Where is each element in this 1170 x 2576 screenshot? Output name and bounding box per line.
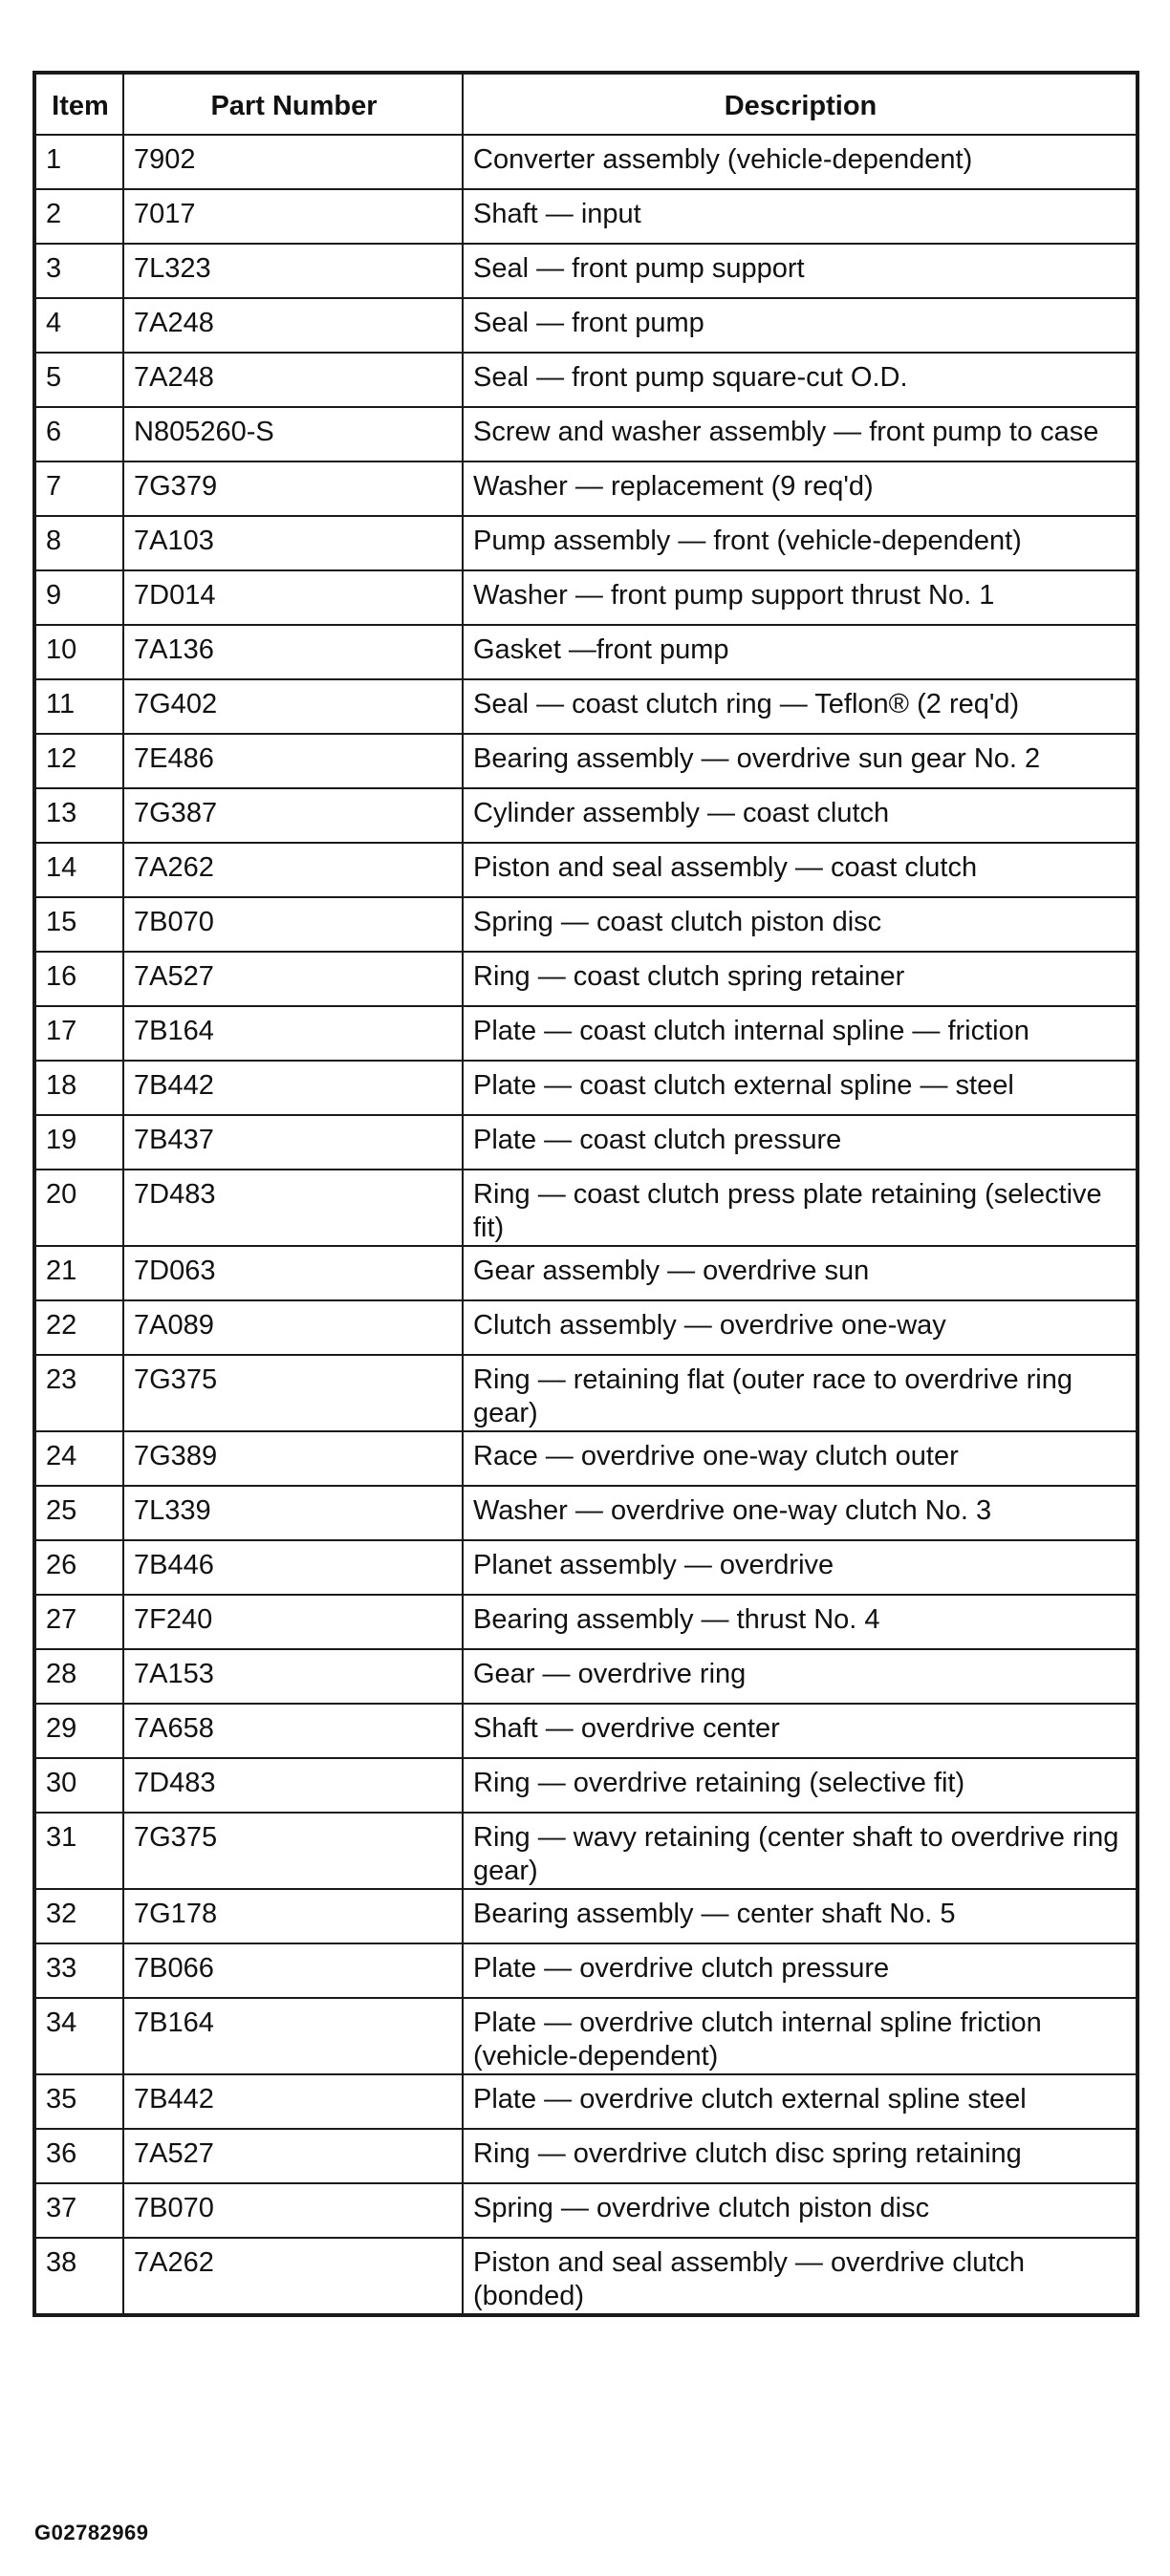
header-description: Description — [463, 73, 1138, 135]
table-row — [34, 1649, 1138, 1704]
table-row — [34, 1889, 1138, 1943]
table-row — [34, 734, 1138, 788]
part-number-cell: 7G402 — [123, 679, 463, 734]
table-row — [34, 788, 1138, 843]
part-number-cell: 7B164 — [123, 1006, 463, 1061]
description-cell: Ring — coast clutch press plate retaining (selective fit) — [463, 1170, 1138, 1246]
description-cell: Bearing assembly — overdrive sun gear No. 2 — [463, 734, 1138, 788]
description-cell: Pump assembly — front (vehicle-dependent) — [463, 516, 1138, 570]
item-cell: 31 — [34, 1813, 123, 1889]
part-number-cell: 7E486 — [123, 734, 463, 788]
header-item: Item — [34, 73, 123, 135]
table-row — [34, 1813, 1138, 1889]
part-number-cell: 7B066 — [123, 1943, 463, 1998]
description-cell: Gear — overdrive ring — [463, 1649, 1138, 1704]
part-number-cell: 7B442 — [123, 1061, 463, 1115]
table-row — [34, 1758, 1138, 1813]
table-header-row — [34, 73, 1138, 135]
item-cell: 19 — [34, 1115, 123, 1170]
item-cell: 9 — [34, 570, 123, 625]
part-number-cell: 7D483 — [123, 1758, 463, 1813]
table-body — [34, 135, 1138, 2315]
item-cell: 24 — [34, 1431, 123, 1486]
part-number-cell: 7B070 — [123, 2183, 463, 2238]
part-number-cell: 7B442 — [123, 2074, 463, 2129]
table-row — [34, 2183, 1138, 2238]
item-cell: 7 — [34, 462, 123, 516]
description-cell: Ring — wavy retaining (center shaft to overdrive ring gear) — [463, 1813, 1138, 1889]
part-number-cell: 7A153 — [123, 1649, 463, 1704]
item-cell: 28 — [34, 1649, 123, 1704]
table-row — [34, 570, 1138, 625]
part-number-cell: 7A248 — [123, 298, 463, 353]
table-row — [34, 407, 1138, 462]
table-row — [34, 1300, 1138, 1355]
description-cell: Screw and washer assembly — front pump to case — [463, 407, 1138, 462]
item-cell: 35 — [34, 2074, 123, 2129]
item-cell: 38 — [34, 2238, 123, 2315]
item-cell: 36 — [34, 2129, 123, 2183]
figure-code: G02782969 — [34, 2521, 149, 2544]
part-number-cell: 7A527 — [123, 2129, 463, 2183]
description-cell: Seal — front pump — [463, 298, 1138, 353]
item-cell: 11 — [34, 679, 123, 734]
part-number-cell: 7G375 — [123, 1813, 463, 1889]
item-cell: 29 — [34, 1704, 123, 1758]
description-cell: Ring — overdrive retaining (selective fit) — [463, 1758, 1138, 1813]
table-row — [34, 1061, 1138, 1115]
description-cell: Washer — overdrive one-way clutch No. 3 — [463, 1486, 1138, 1540]
item-cell: 10 — [34, 625, 123, 679]
description-cell: Spring — overdrive clutch piston disc — [463, 2183, 1138, 2238]
item-cell: 14 — [34, 843, 123, 897]
parts-table — [32, 71, 1139, 2317]
item-cell: 4 — [34, 298, 123, 353]
table-row — [34, 1486, 1138, 1540]
description-cell: Shaft — overdrive center — [463, 1704, 1138, 1758]
description-cell: Seal — coast clutch ring — Teflon® (2 req'd) — [463, 679, 1138, 734]
description-cell: Shaft — input — [463, 189, 1138, 244]
table-row — [34, 1704, 1138, 1758]
table-row — [34, 1540, 1138, 1595]
description-cell: Ring — overdrive clutch disc spring retaining — [463, 2129, 1138, 2183]
part-number-cell: 7F240 — [123, 1595, 463, 1649]
part-number-cell: 7B164 — [123, 1998, 463, 2074]
description-cell: Gear assembly — overdrive sun — [463, 1246, 1138, 1300]
table-row — [34, 1595, 1138, 1649]
item-cell: 32 — [34, 1889, 123, 1943]
description-cell: Clutch assembly — overdrive one-way — [463, 1300, 1138, 1355]
part-number-cell: 7017 — [123, 189, 463, 244]
item-cell: 26 — [34, 1540, 123, 1595]
part-number-cell: 7B070 — [123, 897, 463, 952]
description-cell: Seal — front pump support — [463, 244, 1138, 298]
table-row — [34, 1006, 1138, 1061]
description-cell: Piston and seal assembly — overdrive clutch (bonded) — [463, 2238, 1138, 2315]
part-number-cell: 7A103 — [123, 516, 463, 570]
item-cell: 1 — [34, 135, 123, 189]
item-cell: 34 — [34, 1998, 123, 2074]
table-row — [34, 1170, 1138, 1246]
description-cell: Plate — overdrive clutch internal spline friction (vehicle-dependent) — [463, 1998, 1138, 2074]
item-cell: 23 — [34, 1355, 123, 1431]
part-number-cell: 7G389 — [123, 1431, 463, 1486]
table-row — [34, 1943, 1138, 1998]
description-cell: Bearing assembly — thrust No. 4 — [463, 1595, 1138, 1649]
item-cell: 2 — [34, 189, 123, 244]
table-row — [34, 2129, 1138, 2183]
table-row — [34, 952, 1138, 1006]
item-cell: 21 — [34, 1246, 123, 1300]
item-cell: 15 — [34, 897, 123, 952]
part-number-cell: 7B446 — [123, 1540, 463, 1595]
item-cell: 18 — [34, 1061, 123, 1115]
table-row — [34, 135, 1138, 189]
description-cell: Washer — replacement (9 req'd) — [463, 462, 1138, 516]
description-cell: Seal — front pump square-cut O.D. — [463, 353, 1138, 407]
item-cell: 22 — [34, 1300, 123, 1355]
table-row — [34, 516, 1138, 570]
description-cell: Bearing assembly — center shaft No. 5 — [463, 1889, 1138, 1943]
part-number-cell: 7902 — [123, 135, 463, 189]
description-cell: Piston and seal assembly — coast clutch — [463, 843, 1138, 897]
part-number-cell: 7B437 — [123, 1115, 463, 1170]
part-number-cell: 7D014 — [123, 570, 463, 625]
table-row — [34, 2074, 1138, 2129]
description-cell: Ring — retaining flat (outer race to overdrive ring gear) — [463, 1355, 1138, 1431]
table-row — [34, 1431, 1138, 1486]
part-number-cell: 7D063 — [123, 1246, 463, 1300]
item-cell: 12 — [34, 734, 123, 788]
description-cell: Gasket —front pump — [463, 625, 1138, 679]
table-row — [34, 462, 1138, 516]
item-cell: 27 — [34, 1595, 123, 1649]
item-cell: 16 — [34, 952, 123, 1006]
table-row — [34, 298, 1138, 353]
description-cell: Race — overdrive one-way clutch outer — [463, 1431, 1138, 1486]
description-cell: Planet assembly — overdrive — [463, 1540, 1138, 1595]
part-number-cell: 7A262 — [123, 843, 463, 897]
item-cell: 20 — [34, 1170, 123, 1246]
part-number-cell: N805260-S — [123, 407, 463, 462]
description-cell: Spring — coast clutch piston disc — [463, 897, 1138, 952]
item-cell: 3 — [34, 244, 123, 298]
item-cell: 17 — [34, 1006, 123, 1061]
description-cell: Plate — coast clutch external spline — steel — [463, 1061, 1138, 1115]
part-number-cell: 7A136 — [123, 625, 463, 679]
description-cell: Converter assembly (vehicle-dependent) — [463, 135, 1138, 189]
part-number-cell: 7L323 — [123, 244, 463, 298]
part-number-cell: 7D483 — [123, 1170, 463, 1246]
part-number-cell: 7L339 — [123, 1486, 463, 1540]
table-row — [34, 625, 1138, 679]
item-cell: 13 — [34, 788, 123, 843]
part-number-cell: 7G379 — [123, 462, 463, 516]
description-cell: Plate — coast clutch internal spline — friction — [463, 1006, 1138, 1061]
part-number-cell: 7G387 — [123, 788, 463, 843]
table-row — [34, 1998, 1138, 2074]
description-cell: Plate — overdrive clutch external spline steel — [463, 2074, 1138, 2129]
part-number-cell: 7A248 — [123, 353, 463, 407]
table-row — [34, 189, 1138, 244]
table-row — [34, 1355, 1138, 1431]
item-cell: 37 — [34, 2183, 123, 2238]
description-cell: Cylinder assembly — coast clutch — [463, 788, 1138, 843]
table-row — [34, 1246, 1138, 1300]
part-number-cell: 7A262 — [123, 2238, 463, 2315]
item-cell: 33 — [34, 1943, 123, 1998]
table-row — [34, 1115, 1138, 1170]
item-cell: 8 — [34, 516, 123, 570]
description-cell: Plate — coast clutch pressure — [463, 1115, 1138, 1170]
description-cell: Plate — overdrive clutch pressure — [463, 1943, 1138, 1998]
description-cell: Washer — front pump support thrust No. 1 — [463, 570, 1138, 625]
part-number-cell: 7A527 — [123, 952, 463, 1006]
part-number-cell: 7A089 — [123, 1300, 463, 1355]
table-row — [34, 353, 1138, 407]
table-row — [34, 2238, 1138, 2315]
part-number-cell: 7G375 — [123, 1355, 463, 1431]
table-row — [34, 897, 1138, 952]
table-row — [34, 843, 1138, 897]
table-row — [34, 244, 1138, 298]
description-cell: Ring — coast clutch spring retainer — [463, 952, 1138, 1006]
table-row — [34, 679, 1138, 734]
part-number-cell: 7A658 — [123, 1704, 463, 1758]
item-cell: 25 — [34, 1486, 123, 1540]
header-part-number: Part Number — [123, 73, 463, 135]
part-number-cell: 7G178 — [123, 1889, 463, 1943]
item-cell: 5 — [34, 353, 123, 407]
item-cell: 30 — [34, 1758, 123, 1813]
item-cell: 6 — [34, 407, 123, 462]
